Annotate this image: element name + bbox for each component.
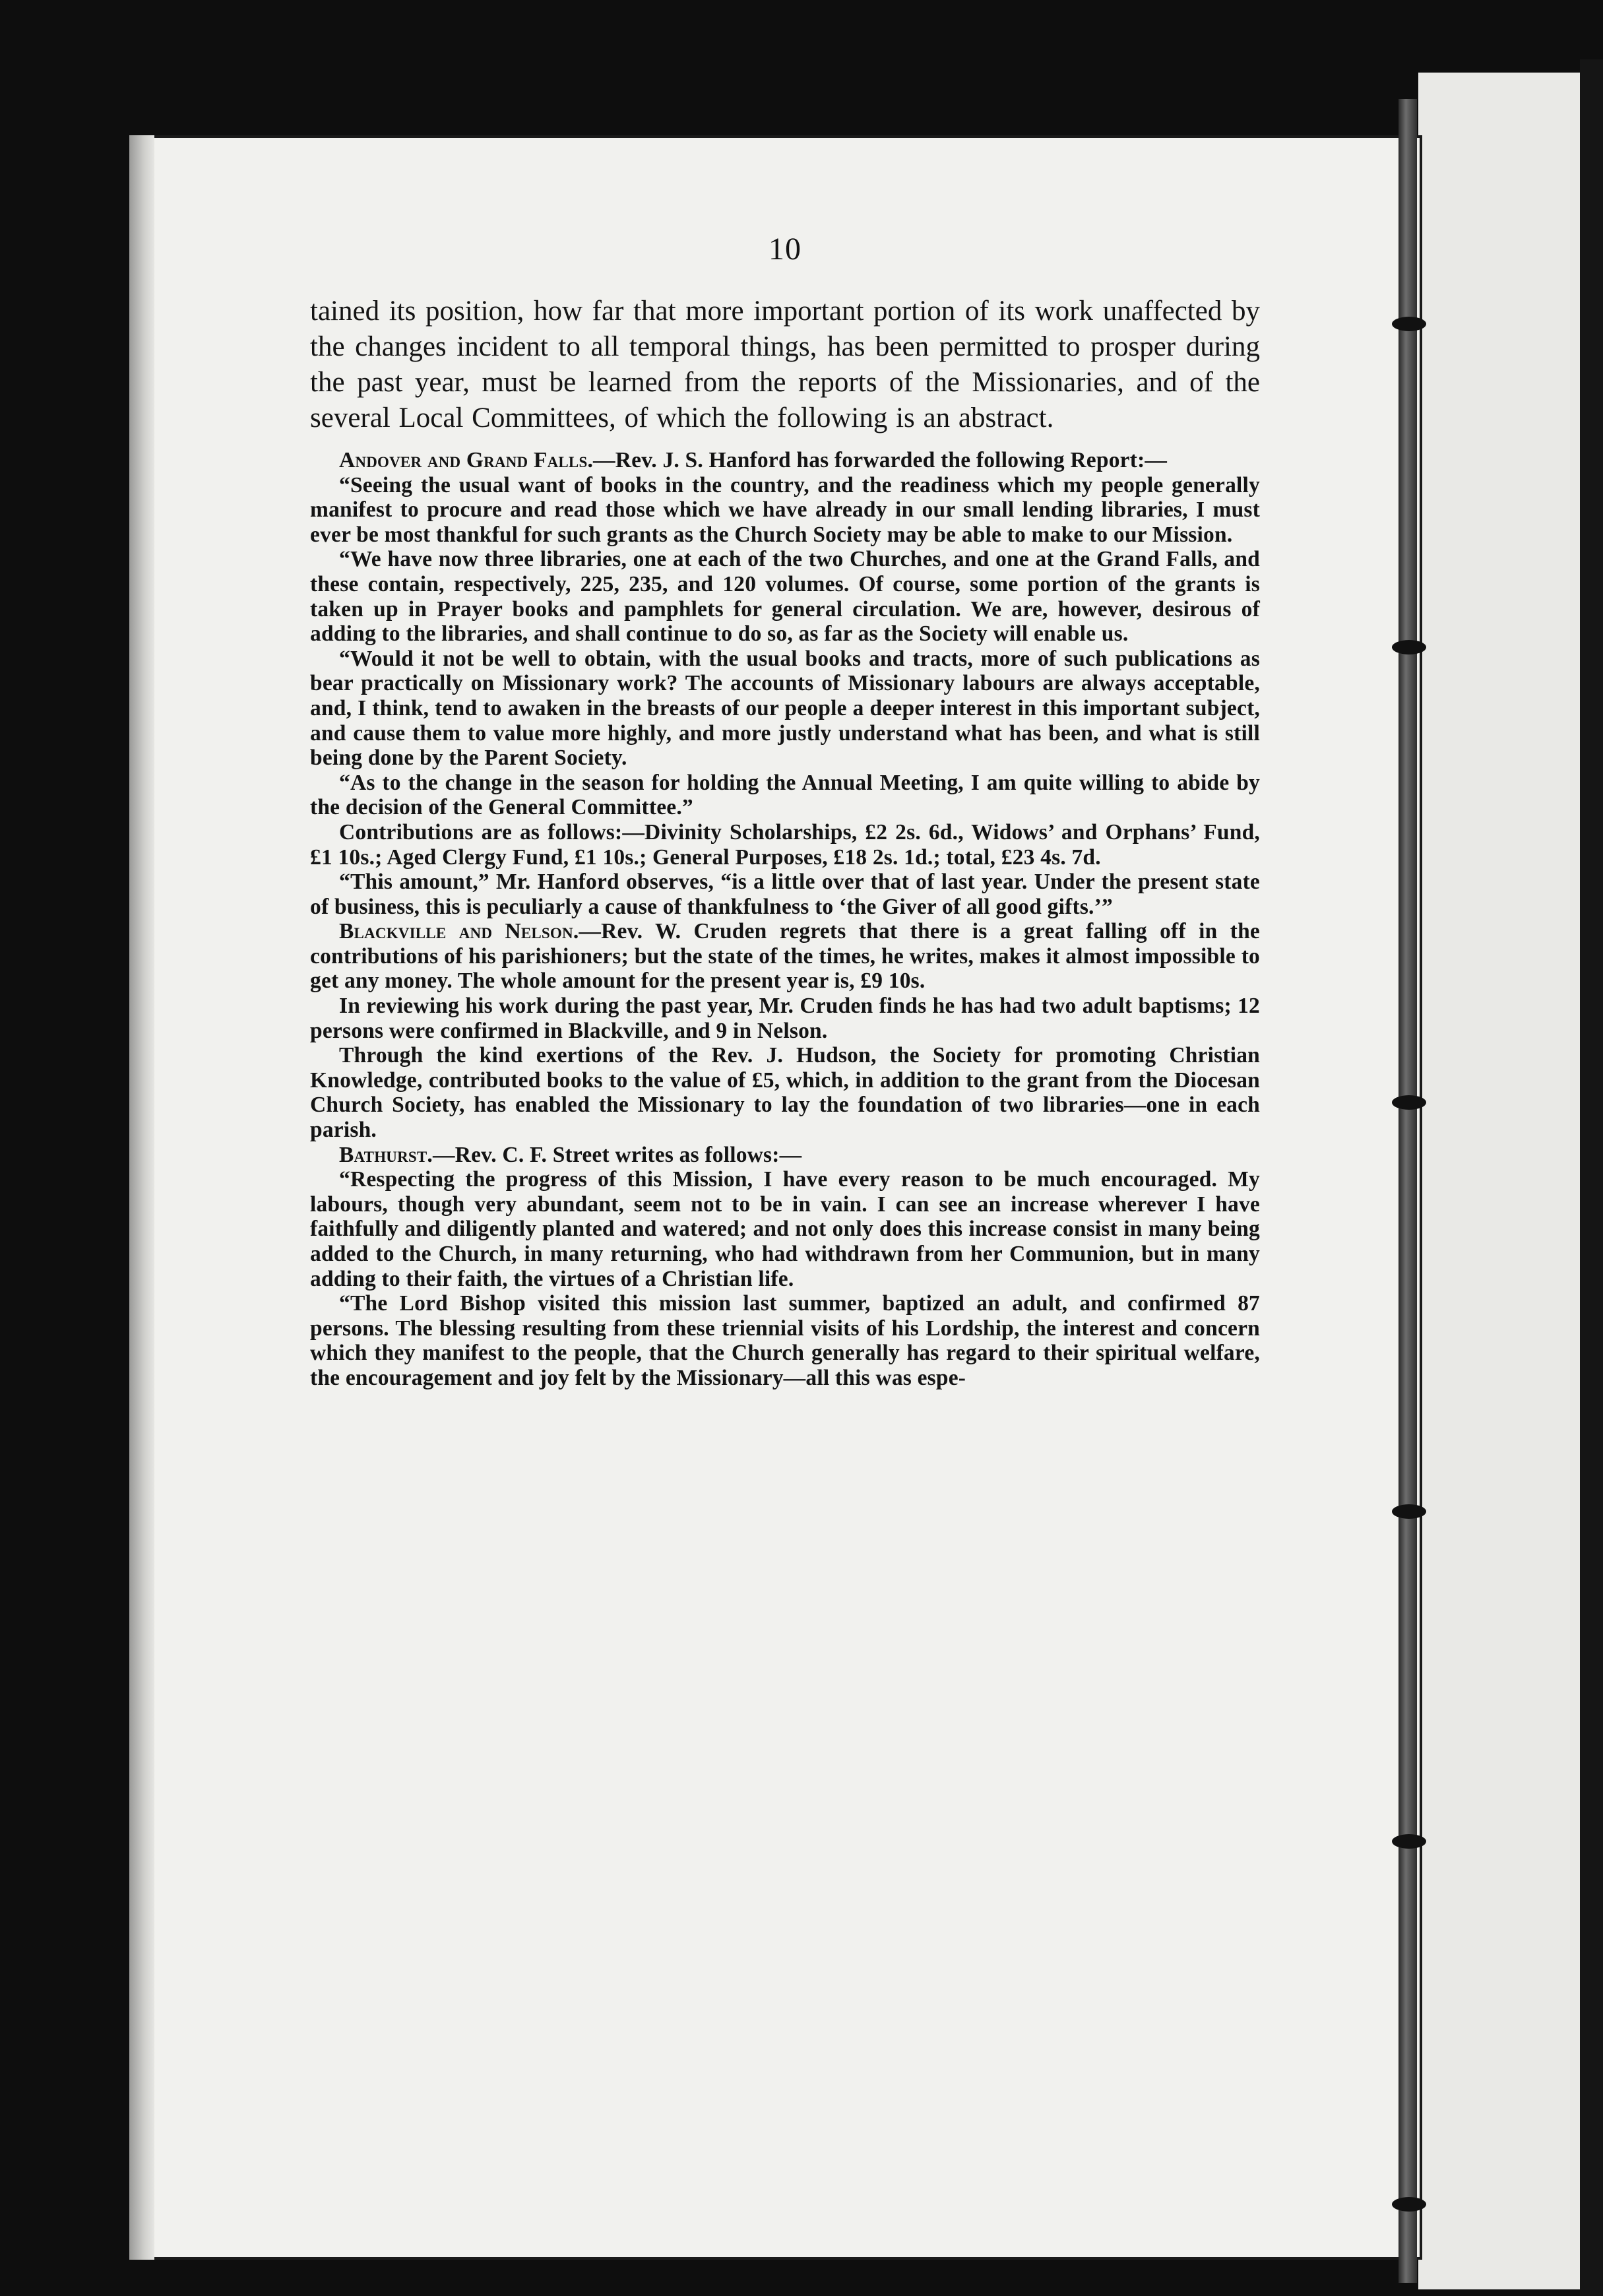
binding-thread — [1392, 1504, 1426, 1519]
paragraph: “The Lord Bishop visited this mission last summer, baptized an adult, and confirmed 87 persons. The blessing resulting from these triennial visits of his Lordship, the interest and concern which they manifest to the people, that the Church generally has regard to their spiritual welfare, the encouragement and joy felt by the Missionary—all this was espe- — [310, 1291, 1260, 1390]
section-heading: Blackville and Nelson. — [339, 919, 579, 944]
lead-paragraph: tained its position, how far that more important portion of its work unaffected by the changes incident to all temporal things, has been permitted to prosper during the past year, must be learned from the reports of the Missionaries, and of the several Local Committees, of which the following is an abstract. — [310, 296, 1260, 433]
paragraph: “As to the change in the season for holding the Annual Meeting, I am quite willing to abide by the decision of the General Committee.” — [310, 770, 1260, 820]
section-intro: —Rev. J. S. Hanford has forwarded the following Report:— — [593, 448, 1168, 472]
section-paragraph — [310, 448, 1260, 473]
binding-thread — [1392, 640, 1426, 654]
paragraph: “This amount,” Mr. Hanford observes, “is a little over that of last year. Under the present state of business, this is peculiarly a cause of thankfulness to ‘the Giver of all good gifts.’” — [310, 870, 1260, 919]
section-paragraph — [310, 1143, 1260, 1168]
binding-thread — [1392, 1834, 1426, 1849]
binding-thread — [1392, 1095, 1426, 1110]
paragraph: Contributions are as follows:—Divinity Scholarships, £2 2s. 6d., Widows’ and Orphans’ Fund, £1 10s.; Aged Clergy Fund, £1 10s.; General Purposes, £18 2s. 1d.; total, £23 4s. 7d. — [310, 819, 1260, 870]
section-intro: —Rev. C. F. Street writes as follows:— — [433, 1142, 802, 1167]
page-number: 10 — [769, 232, 802, 267]
page-edge-shadow — [129, 135, 154, 2260]
binding-thread — [1392, 2197, 1426, 2212]
section-heading: Andover and Grand Falls. — [339, 448, 594, 472]
section-paragraph — [310, 919, 1260, 994]
page-text — [310, 231, 1260, 1391]
book-gutter — [1399, 99, 1417, 2283]
paragraph: Through the kind exertions of the Rev. J. Hudson, the Society for promoting Christian Knowledge, contributed books to the value of £5, which, in addition to the grant from the Diocesan Church Society, has enabled the Missionary to lay the foundation of two libraries—one in each parish. — [310, 1043, 1260, 1143]
paragraph: “Seeing the usual want of books in the country, and the readiness which my people generally manifest to procure and read those which we have already in our small lending libraries, I must ever be most thankful for such grants as the Church Society may be able to make to our Mission. — [310, 472, 1260, 547]
adjacent-page-edge — [1418, 73, 1590, 2289]
scan-border — [1580, 59, 1603, 2296]
binding-thread — [1392, 317, 1426, 331]
section-intro: —Rev. W. Cruden regrets that there is a great falling off in the contributions of his parishioners; but the state of the times, he writes, makes it almost impossible to get any money. The whole amount for the present year is, £9 10s. — [310, 919, 1260, 994]
paragraph: “We have now three libraries, one at each of the two Churches, and one at the Grand Falls, and these contain, respectively, 225, 235, and 120 volumes. Of course, some portion of the grants is taken up in Prayer books and pamphlets for general circulation. We are, however, desirous of adding to the libraries, and shall continue to do so, as far as the Society will enable us. — [310, 547, 1260, 647]
report-body — [310, 448, 1260, 1391]
paragraph: “Would it not be well to obtain, with the usual books and tracts, more of such publications as bear practically on Missionary work? The accounts of Missionary labours are always acceptable, and, I think, tend to awaken in the breasts of our people a deeper interest in this important subject, and cause them to value more highly, and more justly understand what has been, and what is still being done by the Parent Society. — [310, 646, 1260, 771]
section-heading: Bathurst. — [339, 1142, 433, 1167]
paragraph: “Respecting the progress of this Mission, I have every reason to be much encouraged. My labours, though very abundant, seem not to be in vain. I can see an increase wherever I have faithfully and diligently planted and watered; and not only does this increase consist in many being added to the Church, in many returning, who had withdrawn from her Communion, but in many adding to their faith, the virtues of a Christian life. — [310, 1167, 1260, 1291]
paragraph: In reviewing his work during the past year, Mr. Cruden finds he has had two adult baptisms; 12 persons were confirmed in Blackville, and 9 in Nelson. — [310, 994, 1260, 1043]
